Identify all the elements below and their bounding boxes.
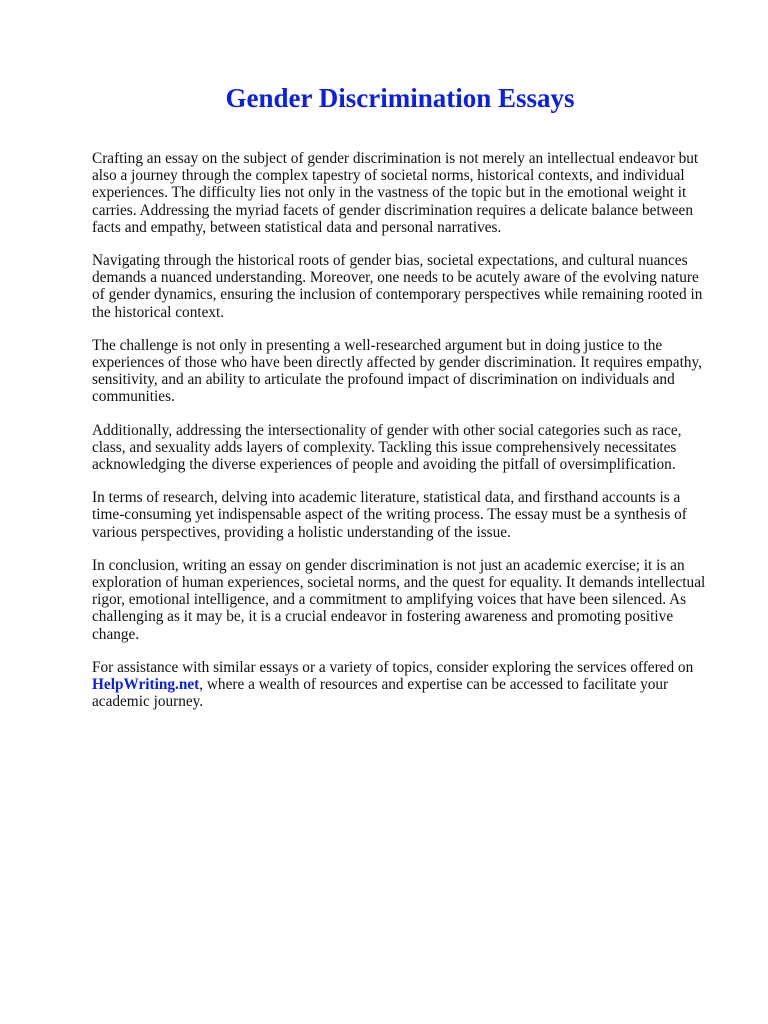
document-page bbox=[92, 78, 708, 726]
closing-text-before-link: For assistance with similar essays or a variety of topics, consider exploring the services offered on bbox=[92, 658, 694, 676]
paragraph-conclusion: In conclusion, writing an essay on gender discrimination is not just an academic exercise; it is an exploration of human experiences, societal norms, and the quest for equality. It demands intellectual rigor, emotional intelligence, and a commitment to amplifying voices that have been silenced. As challenging as it may be, it is a crucial endeavor in fostering awareness and promoting positive change. bbox=[92, 556, 706, 643]
paragraph-intro: Crafting an essay on the subject of gender discrimination is not merely an intellectual endeavor but also a journey through the complex tapestry of societal norms, historical contexts, and individual experiences. The difficulty lies not only in the vastness of the topic but in the emotional weight it carries. Addressing the myriad facets of gender discrimination requires a delicate balance between facts and empathy, between statistical data and personal narratives. bbox=[92, 150, 699, 236]
paragraph-research: In terms of research, delving into academic literature, statistical data, and firsthand accounts is a time-consuming yet indispensable aspect of the writing process. The essay must be a synthesis of various perspectives, providing a holistic understanding of the issue. bbox=[92, 489, 687, 541]
paragraph-challenge: The challenge is not only in presenting a well-researched argument but in doing justice to the experiences of those who have been directly affected by gender discrimination. It requires empathy, sensitivity, and an ability to articulate the profound impact of discrimination on individuals and communities. bbox=[92, 336, 702, 406]
document-title: Gender Discrimination Essays bbox=[225, 83, 575, 113]
paragraph-closing bbox=[92, 659, 708, 711]
helpwriting-link[interactable]: HelpWriting.net bbox=[92, 676, 200, 694]
paragraph-historical-roots: Navigating through the historical roots of gender bias, societal expectations, and cultural nuances demands a nuanced understanding. Moreover, one needs to be acutely aware of the evolving nature of gender dynamics, ensuring the inclusion of contemporary perspectives while remaining rooted in the historical context. bbox=[92, 252, 703, 321]
closing-text-after-link: , where a wealth of resources and expertise can be accessed to facilitate your academic journey. bbox=[92, 676, 669, 711]
paragraph-intersectionality: Additionally, addressing the intersectionality of gender with other social categories such as race, class, and sexuality adds layers of complexity. Tackling this issue comprehensively necessitates acknowledging the diverse experiences of people and avoiding the pitfall of oversimplification. bbox=[92, 421, 682, 474]
